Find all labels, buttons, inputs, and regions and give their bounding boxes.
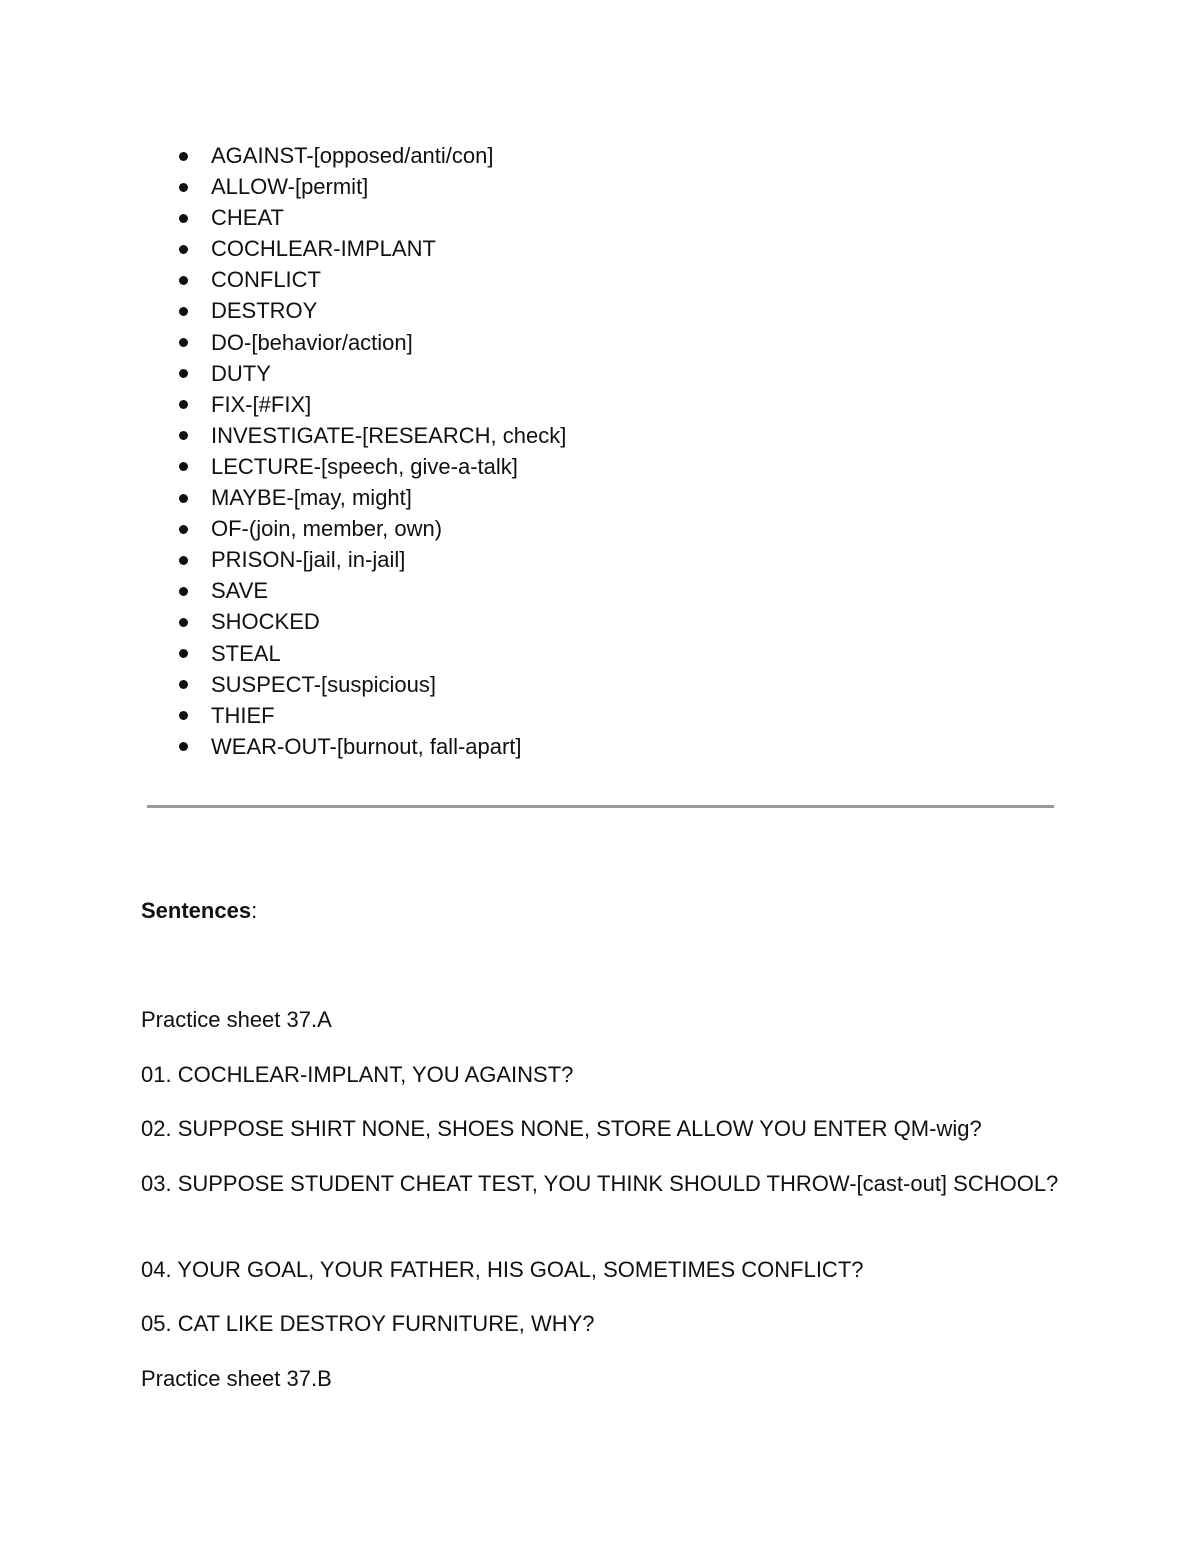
bullet-icon (179, 400, 188, 409)
vocabulary-term: DESTROY (211, 298, 318, 324)
sentences-heading-colon: : (251, 898, 258, 923)
bullet-icon (179, 711, 188, 720)
practice-sheet-b-title: Practice sheet 37.B (141, 1366, 332, 1391)
vocabulary-item (0, 669, 1200, 700)
vocabulary-item (0, 358, 1200, 389)
vocabulary-list (0, 140, 1200, 762)
vocabulary-item (0, 544, 1200, 575)
bullet-icon (179, 649, 188, 658)
practice-sheet-a-title: Practice sheet 37.A (141, 1007, 332, 1032)
horizontal-divider (147, 805, 1054, 808)
bullet-icon (179, 369, 188, 378)
vocabulary-term: PRISON-[jail, in-jail] (211, 547, 406, 573)
bullet-icon (179, 587, 188, 596)
bullet-icon (179, 245, 188, 254)
bullet-icon (179, 525, 188, 534)
vocabulary-item (0, 482, 1200, 513)
practice-sentence: 01. COCHLEAR-IMPLANT, YOU AGAINST? (141, 1062, 574, 1087)
vocabulary-item (0, 420, 1200, 451)
vocabulary-term: AGAINST-[opposed/anti/con] (211, 143, 494, 168)
vocabulary-term: COCHLEAR-IMPLANT (211, 236, 436, 262)
bullet-icon (179, 431, 188, 440)
vocabulary-term: INVESTIGATE-[RESEARCH, check] (211, 422, 567, 448)
bullet-icon (179, 307, 188, 316)
vocabulary-term: SUSPECT-[suspicious] (211, 671, 436, 697)
practice-sentence: 04. YOUR GOAL, YOUR FATHER, HIS GOAL, SOMETIMES CONFLICT? (141, 1257, 864, 1282)
vocabulary-item (0, 513, 1200, 544)
bullet-icon (179, 183, 188, 192)
vocabulary-term: CHEAT (211, 205, 284, 231)
bullet-icon (179, 680, 188, 689)
vocabulary-term: WEAR-OUT-[burnout, fall-apart] (211, 733, 522, 759)
vocabulary-term: MAYBE-[may, might] (211, 485, 412, 511)
bullet-icon (179, 742, 188, 751)
vocabulary-item (0, 575, 1200, 606)
vocabulary-term: THIEF (211, 702, 275, 728)
vocabulary-item (0, 171, 1200, 202)
vocabulary-item (0, 389, 1200, 420)
vocabulary-term: SHOCKED (211, 609, 320, 635)
bullet-icon (179, 152, 188, 161)
bullet-icon (179, 494, 188, 503)
vocabulary-item (0, 202, 1200, 233)
vocabulary-item (0, 731, 1200, 762)
vocabulary-item (0, 327, 1200, 358)
vocabulary-item (0, 638, 1200, 669)
bullet-icon (179, 462, 188, 471)
vocabulary-term: DO-[behavior/action] (211, 329, 413, 355)
vocabulary-term: LECTURE-[speech, give-a-talk] (211, 453, 518, 479)
vocabulary-item (0, 295, 1200, 326)
vocabulary-item (0, 233, 1200, 264)
vocabulary-term: CONFLICT (211, 267, 321, 293)
vocabulary-term: ALLOW-[permit] (211, 174, 369, 200)
vocabulary-term: OF-(join, member, own) (211, 516, 443, 542)
sentences-heading-label: Sentences (141, 898, 252, 923)
vocabulary-item (0, 700, 1200, 731)
vocabulary-term: DUTY (211, 360, 271, 386)
vocabulary-item (0, 264, 1200, 295)
bullet-icon (179, 276, 188, 285)
vocabulary-item (0, 140, 1200, 171)
bullet-icon (179, 556, 188, 565)
vocabulary-term: SAVE (211, 578, 269, 604)
sentences-heading (141, 897, 257, 925)
practice-sentence: 05. CAT LIKE DESTROY FURNITURE, WHY? (141, 1311, 595, 1336)
vocabulary-term: FIX-[#FIX] (211, 391, 312, 417)
practice-sentence: 03. SUPPOSE STUDENT CHEAT TEST, YOU THINK SHOULD THROW-[cast-out] SCHOOL? (141, 1171, 1059, 1196)
vocabulary-term: STEAL (211, 640, 281, 666)
practice-sentence: 02. SUPPOSE SHIRT NONE, SHOES NONE, STORE ALLOW YOU ENTER QM-wig? (141, 1116, 982, 1141)
vocabulary-item (0, 451, 1200, 482)
bullet-icon (179, 618, 188, 627)
bullet-icon (179, 338, 188, 347)
bullet-icon (179, 214, 188, 223)
vocabulary-item (0, 606, 1200, 637)
